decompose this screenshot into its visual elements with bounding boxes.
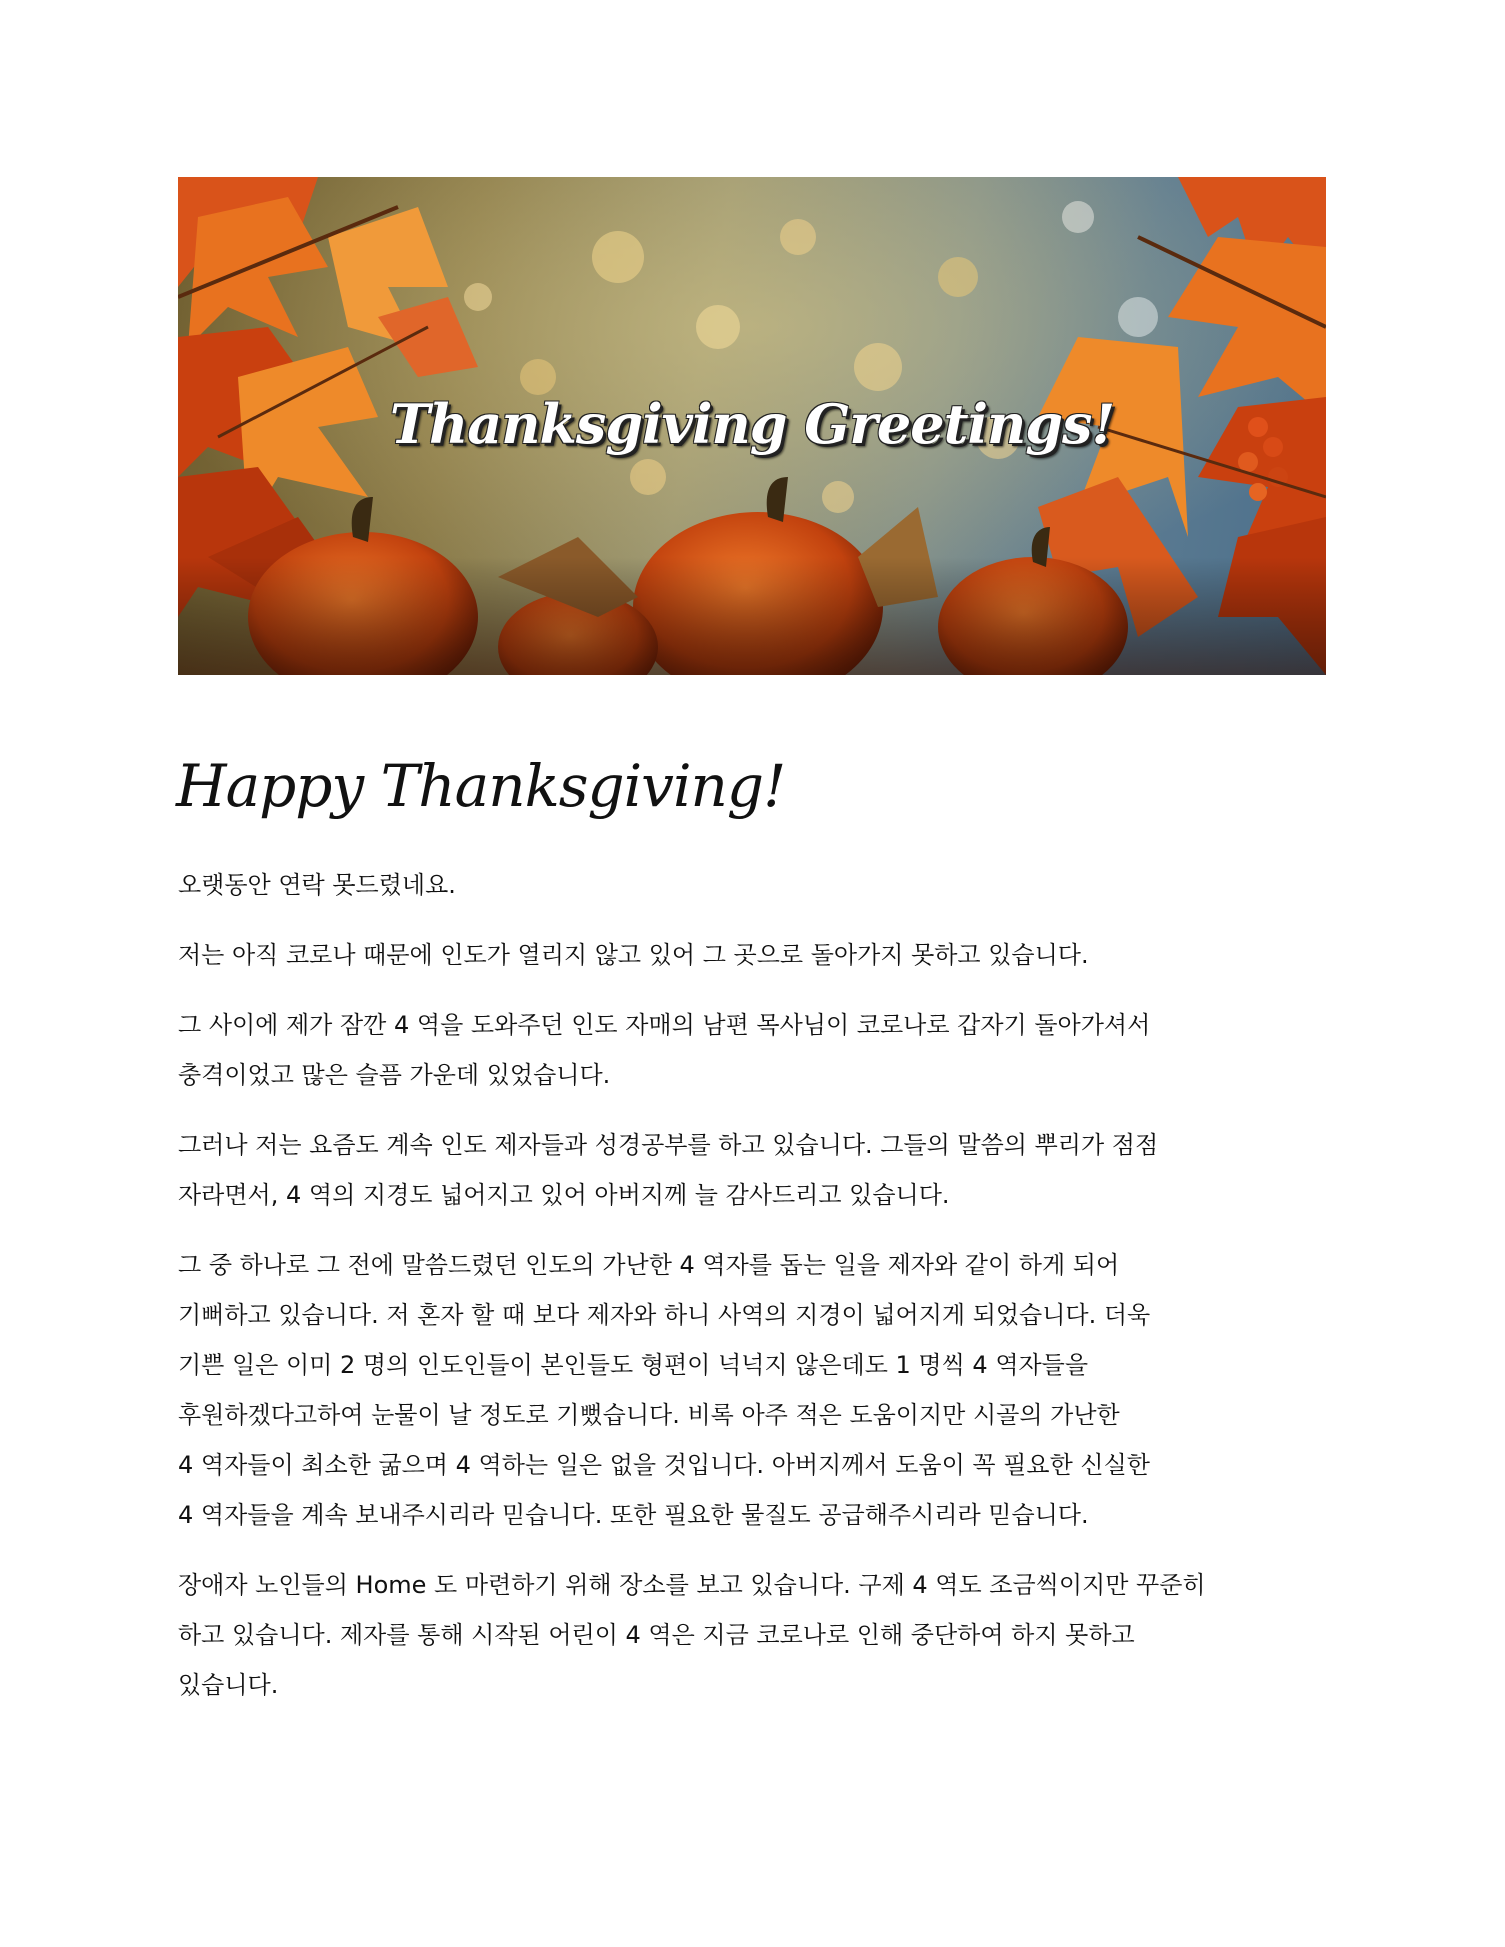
- letter-body: [178, 860, 1338, 1730]
- thanksgiving-banner-image: [178, 177, 1326, 675]
- page-heading: Happy Thanksgiving!: [176, 752, 786, 820]
- paragraph-line: 기뻐하고 있습니다. 저 혼자 할 때 보다 제자와 하니 사역의 지경이 넓어지게 되었습니다. 더욱: [178, 1301, 1151, 1329]
- paragraph: [178, 1000, 1338, 1100]
- paragraph-line: 충격이었고 많은 슬픔 가운데 있었습니다.: [178, 1061, 611, 1089]
- paragraph: [178, 1240, 1338, 1540]
- paragraph-line: 그 중 하나로 그 전에 말씀드렸던 인도의 가난한 4 역자를 돕는 일을 제자와 같이 하게 되어: [178, 1251, 1120, 1279]
- paragraph-line: 기쁜 일은 이미 2 명의 인도인들이 본인들도 형편이 넉넉지 않은데도 1 명씩 4 역자들을: [178, 1351, 1089, 1379]
- paragraph-line: 자라면서, 4 역의 지경도 넓어지고 있어 아버지께 늘 감사드리고 있습니다.: [178, 1181, 950, 1209]
- paragraph-line: 후원하겠다고하여 눈물이 날 정도로 기뻤습니다. 비록 아주 적은 도움이지만 시골의 가난한: [178, 1401, 1120, 1429]
- paragraph: [178, 930, 1338, 980]
- paragraph-line: 그 사이에 제가 잠깐 4 역을 도와주던 인도 자매의 남편 목사님이 코로나로 갑자기 돌아가셔서: [178, 1011, 1151, 1039]
- paragraph-line: 장애자 노인들의 Home 도 마련하기 위해 장소를 보고 있습니다. 구제 4 역도 조금씩이지만 꾸준히: [178, 1571, 1206, 1599]
- paragraph-line: 그러나 저는 요즘도 계속 인도 제자들과 성경공부를 하고 있습니다. 그들의 말씀의 뿌리가 점점: [178, 1131, 1159, 1159]
- paragraph: [178, 1560, 1338, 1710]
- paragraph-line: 저는 아직 코로나 때문에 인도가 열리지 않고 있어 그 곳으로 돌아가지 못하고 있습니다.: [178, 941, 1089, 969]
- paragraph-line: 4 역자들을 계속 보내주시리라 믿습니다. 또한 필요한 물질도 공급해주시리라 믿습니다.: [178, 1501, 1089, 1529]
- paragraph-line: 있습니다.: [178, 1671, 279, 1699]
- paragraph-line: 하고 있습니다. 제자를 통해 시작된 어린이 4 역은 지금 코로나로 인해 중단하여 하지 못하고: [178, 1621, 1135, 1649]
- paragraph: [178, 1120, 1338, 1220]
- paragraph-line: 4 역자들이 최소한 굶으며 4 역하는 일은 없을 것입니다. 아버지께서 도움이 꼭 필요한 신실한: [178, 1451, 1150, 1479]
- banner-title: Thanksgiving Greetings!: [389, 392, 1115, 456]
- paragraph: [178, 860, 1338, 910]
- paragraph-line: 오랫동안 연락 못드렸네요.: [178, 871, 456, 899]
